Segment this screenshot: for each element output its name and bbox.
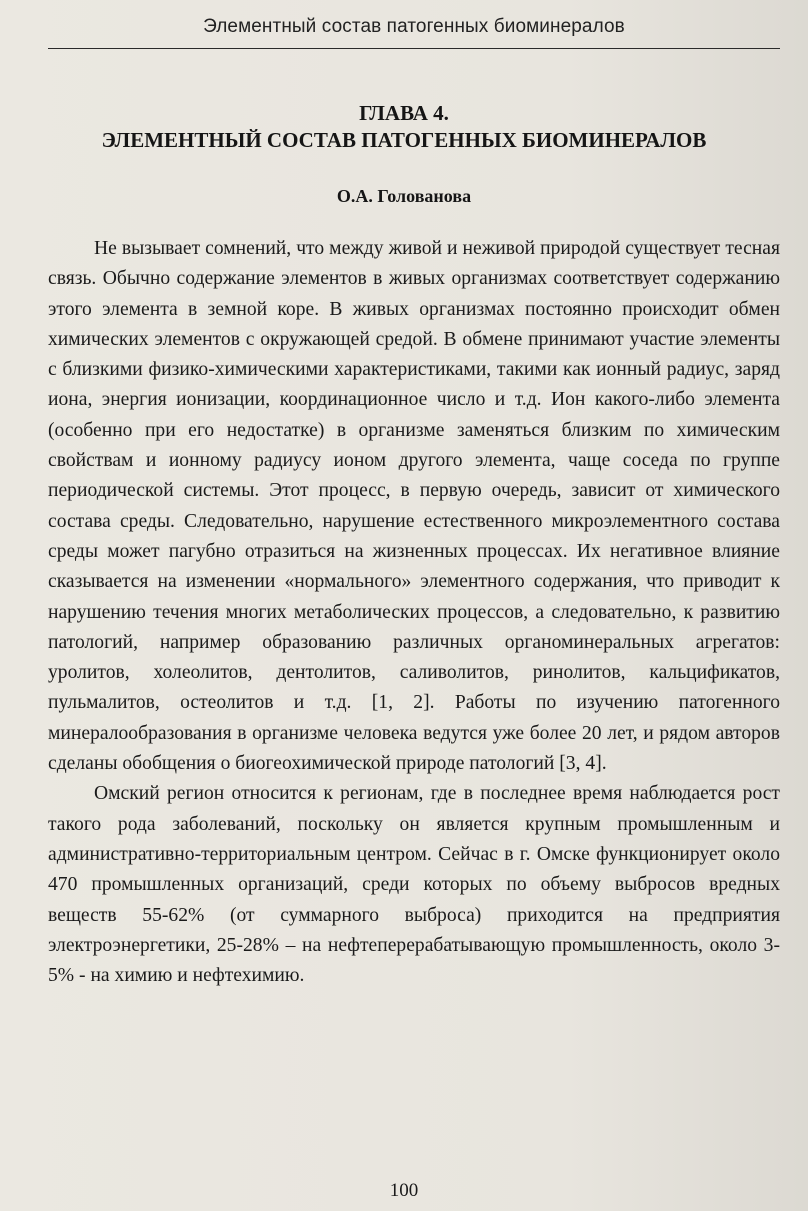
paragraph-2: Омский регион относится к регионам, где в последнее время наблюдается рост такого рода заболеваний, поскольку он является крупным промышленным и административно-территориальным центром. Сейчас в г. Омске функционирует около 470 промышленных организаций, среди которых по объему выбросов вредных веществ 55-62% (от суммарного выброса) приходится на предприятия электроэнергетики, 25-28% – на нефтеперерабатывающую промышленность, около 3-5% - на химию и нефтехимию. [48, 783, 780, 987]
chapter-title: ЭЛЕМЕНТНЫЙ СОСТАВ ПАТОГЕННЫХ БИОМИНЕРАЛОВ [101, 128, 707, 152]
chapter-heading [30, 100, 778, 154]
author-name: О.А. Голованова [336, 186, 472, 206]
page-number: 100 [389, 1180, 419, 1201]
body-text [48, 234, 780, 991]
paragraph-1: Не вызывает сомнений, что между живой и неживой природой существует тесная связь. Обычно содержание элементов в живых организмах соответствует содержанию этого элемента в земной коре. В живых организмах постоянно происходит обмен химических элементов с окружающей средой. В обмене принимают участие элементы с близкими физико-химическими характеристиками, такими как ионный радиус, заряд иона, энергия ионизации, координационное число и т.д. Ион какого-либо элемента (особенно при его недостатке) в организме заменяться близким по химическим свойствам и ионному радиусу ионом другого элемента, чаще соседа по группе периодической системы. Этот процесс, в первую очередь, зависит от химического состава среды. Следовательно, нарушение естественного микроэлементного состава среды может пагубно отразиться на жизненных процессах. Их негативное влияние сказывается на изменении «нормального» элементного содержания, что приводит к нарушению течения многих метаболических процессов, а следовательно, к развитию патологий, например образованию различных органоминеральных агрегатов: уролитов, холеолитов, дентолитов, саливолитов, ринолитов, кальцификатов, пульмалитов, остеолитов и т.д. [1, 2]. Работы по изучению патогенного минералообразования в организме человека ведутся уже более 20 лет, и рядом авторов сделаны обобщения о биогеохимической природе патологий [3, 4]. [48, 238, 780, 775]
chapter-number: ГЛАВА 4. [359, 101, 449, 125]
running-head: Элементный состав патогенных биоминералов [203, 16, 625, 37]
header-rule [48, 48, 780, 49]
